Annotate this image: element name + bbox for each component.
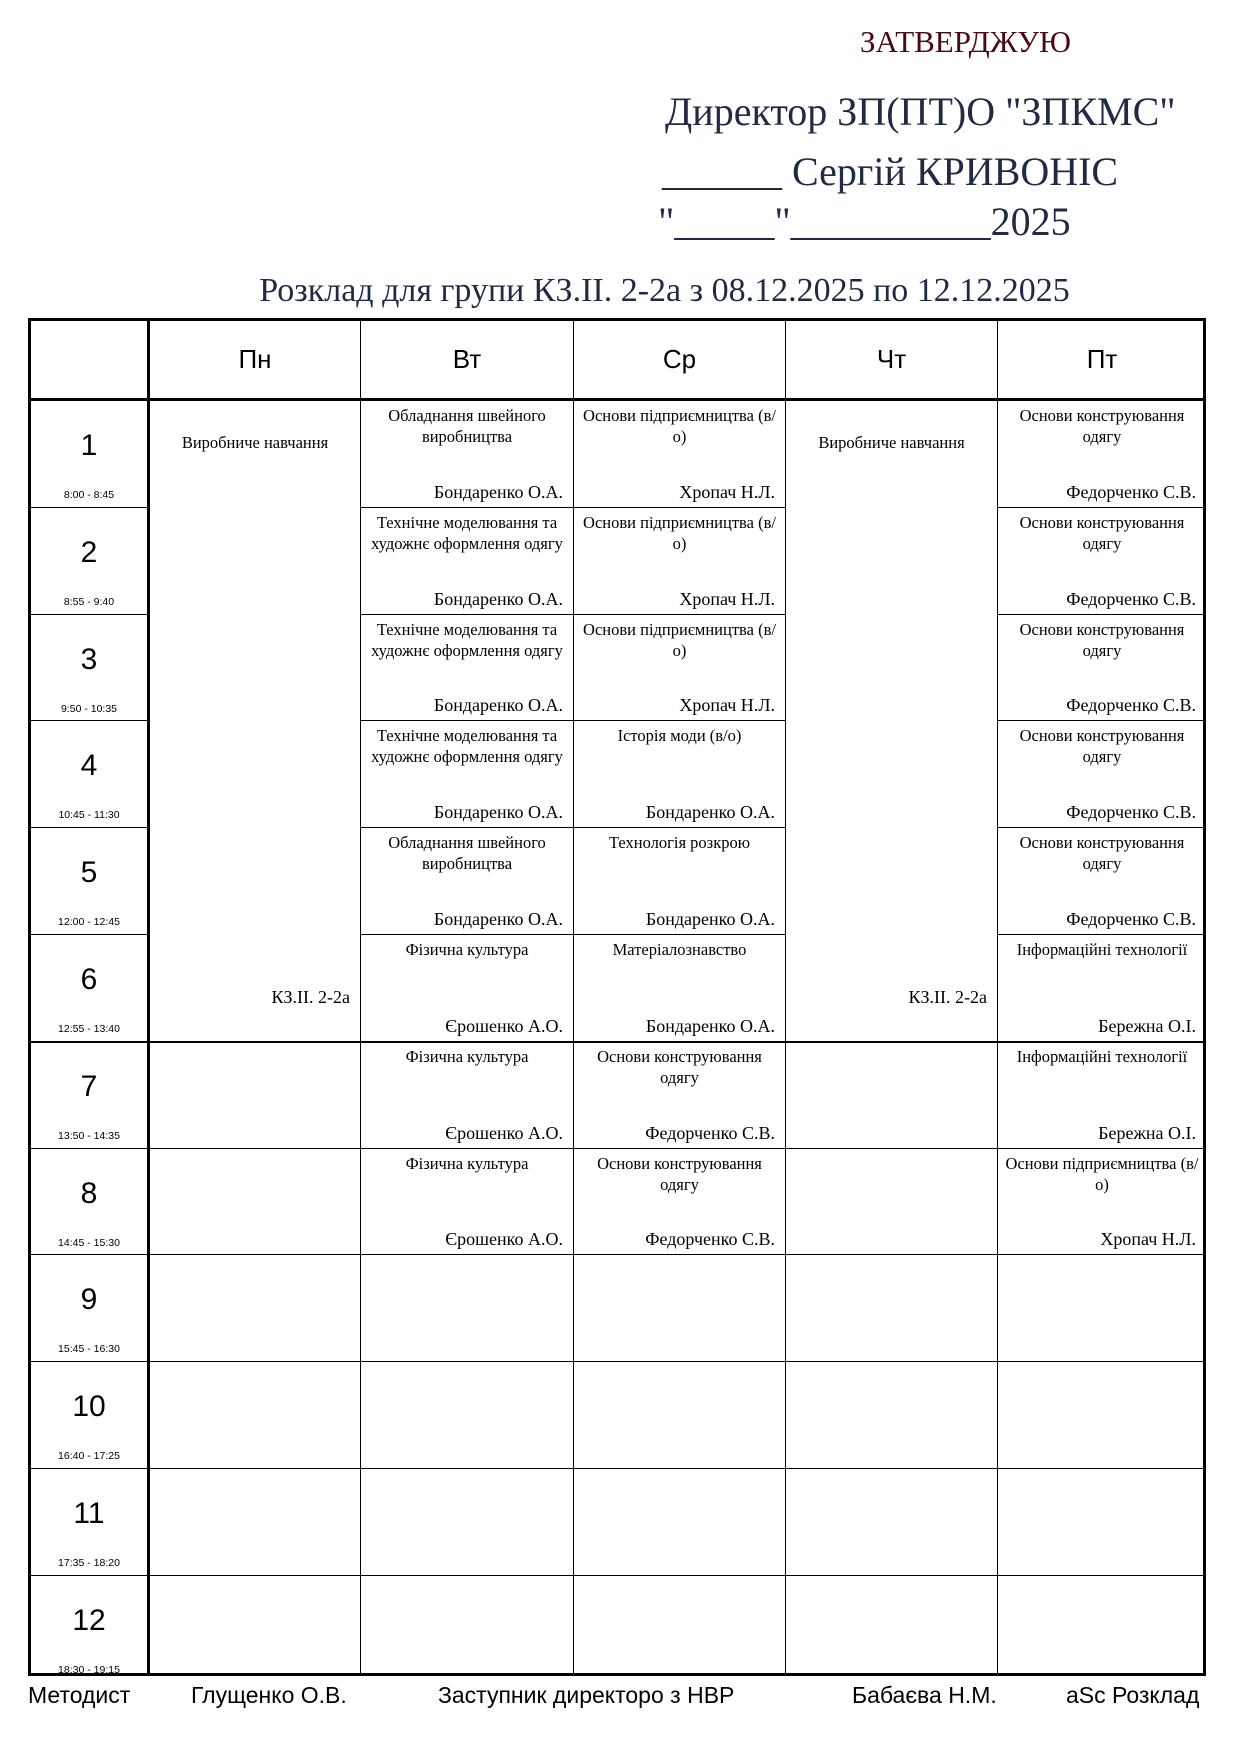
lesson-teacher: Федорченко С.В. — [1066, 481, 1196, 502]
period-time: 13:50 - 14:35 — [58, 1129, 120, 1142]
footer-deputy-label: Заступник директоро з НВР — [438, 1682, 735, 1708]
lesson-cell-fri — [998, 401, 1206, 508]
lesson-teacher: Федорченко С.В. — [645, 1122, 775, 1143]
lesson-subject: Технічне моделювання та художнє оформлення одягу — [371, 619, 563, 660]
lesson-teacher: Федорченко С.В. — [1066, 908, 1196, 929]
period-number: 5 — [80, 856, 98, 890]
grid-line — [31, 827, 147, 828]
director-title: Директор ЗП(ПТ)О "ЗПКМС" — [665, 89, 1176, 134]
lesson-subject: Матеріалознавство — [612, 940, 747, 959]
lesson-teacher: Федорченко С.В. — [1066, 588, 1196, 609]
lesson-subject: Основи конструювання одягу — [1019, 406, 1185, 446]
period-time: 12:00 - 12:45 — [58, 916, 120, 929]
footer-software: aSc Розклад — [1066, 1682, 1200, 1708]
lesson-subject: Основи конструювання одягу — [1019, 619, 1185, 660]
lesson-subject: Основи конструювання одягу — [1019, 512, 1185, 553]
period-time: 15:45 - 16:30 — [58, 1343, 120, 1356]
lesson-teacher: Федорченко С.В. — [645, 1229, 775, 1250]
period-number: 12 — [72, 1603, 106, 1637]
footer-methodist-name: Глущенко О.В. — [191, 1682, 347, 1708]
practice-block-thu — [786, 401, 997, 1038]
period-time: 17:35 - 18:20 — [58, 1557, 120, 1569]
day-header-fri: Пт — [1086, 344, 1118, 374]
lesson-subject: Обладнання швейного виробництва — [388, 406, 546, 446]
practice-subject: Виробниче навчання — [181, 433, 329, 452]
grid-line — [31, 1575, 1203, 1576]
lesson-teacher: Хропач Н.Л. — [679, 588, 775, 609]
period-number: 4 — [80, 749, 98, 783]
lesson-subject: Основи підприємництва (в/о) — [583, 619, 776, 660]
lesson-cell-tue — [361, 721, 573, 828]
lesson-teacher: Федорченко С.В. — [1066, 802, 1196, 823]
period-time: 8:00 - 8:45 — [63, 489, 115, 501]
lesson-subject: Основи підприємництва (в/о) — [583, 512, 776, 553]
grid-line — [31, 934, 147, 935]
practice-subject: Виробниче навчання — [818, 433, 965, 452]
lesson-subject: Основи підприємництва (в/о) — [1005, 1153, 1199, 1194]
lesson-teacher: Бондаренко О.А. — [433, 802, 563, 823]
grid-line — [31, 507, 147, 508]
signature-line: ______ Сергій КРИВОНІС — [662, 149, 1119, 194]
day-header-tue: Вт — [452, 344, 482, 374]
grid-line — [31, 614, 147, 615]
period-time: 16:40 - 17:25 — [58, 1450, 120, 1463]
lesson-cell-tue — [361, 1042, 573, 1149]
lesson-subject: Технічне моделювання та художнє оформлення одягу — [371, 512, 563, 553]
lesson-cell-wed — [574, 508, 785, 615]
lesson-subject: Фізична культура — [405, 1153, 529, 1173]
lesson-cell-tue — [361, 401, 573, 508]
lesson-teacher: Єрошенко А.О. — [445, 1015, 563, 1036]
lesson-cell-wed — [574, 935, 785, 1042]
lesson-teacher: Бондаренко О.А. — [645, 1015, 775, 1036]
footer-methodist-label: Методист — [28, 1682, 131, 1708]
lesson-cell-wed — [574, 828, 785, 935]
approve-label: ЗАТВЕРДЖУЮ — [860, 24, 1071, 59]
lesson-teacher: Федорченко С.В. — [1066, 695, 1196, 716]
period-time: 12:55 - 13:40 — [58, 1023, 120, 1035]
lesson-teacher: Хропач Н.Л. — [679, 481, 775, 502]
period-time: 10:45 - 11:30 — [58, 809, 120, 822]
lesson-subject: Технологія розкрою — [608, 833, 751, 853]
period-number: 3 — [80, 642, 98, 676]
lesson-cell-tue — [361, 1149, 573, 1256]
lesson-cell-wed — [574, 615, 785, 722]
period-number: 8 — [80, 1176, 98, 1210]
lesson-subject: Історія моди (в/о) — [617, 726, 742, 746]
lesson-teacher: Бондаренко О.А. — [645, 908, 775, 929]
lesson-cell-tue — [361, 828, 573, 935]
lesson-teacher: Бондаренко О.А. — [433, 695, 563, 716]
period-time: 14:45 - 15:30 — [58, 1236, 120, 1249]
lesson-subject: Інформаційні технології — [1016, 940, 1188, 959]
period-time: 8:55 - 9:40 — [63, 595, 115, 608]
date-line: "_____"__________2025 — [658, 199, 1071, 244]
day-header-mon: Пн — [238, 344, 272, 374]
lesson-teacher: Хропач Н.Л. — [1100, 1229, 1196, 1250]
practice-group: КЗ.ІІ. 2-2а — [908, 987, 987, 1007]
lesson-subject: Основи конструювання одягу — [597, 1046, 762, 1087]
lesson-cell-fri — [998, 935, 1206, 1042]
grid-line — [31, 720, 147, 721]
period-number: 7 — [80, 1069, 98, 1103]
grid-line — [31, 1361, 1203, 1362]
period-number: 10 — [72, 1390, 106, 1424]
schedule-title: Розклад для групи КЗ.ІІ. 2-2а з 08.12.2025 по 12.12.2025 — [259, 272, 1070, 309]
period-number: 9 — [80, 1283, 98, 1317]
period-time: 9:50 - 10:35 — [60, 702, 118, 715]
lesson-subject: Основи підприємництва (в/о) — [583, 406, 776, 446]
practice-group: КЗ.ІІ. 2-2а — [271, 987, 350, 1007]
lesson-teacher: Єрошенко А.О. — [445, 1122, 563, 1143]
lesson-cell-fri — [998, 828, 1206, 935]
lesson-cell-tue — [361, 935, 573, 1042]
lesson-subject: Основи конструювання одягу — [1019, 833, 1185, 874]
lesson-cell-tue — [361, 615, 573, 722]
period-time: 18:30 - 19:15 — [58, 1663, 120, 1676]
lesson-teacher: Бережна О.І. — [1098, 1015, 1196, 1036]
lesson-cell-fri — [998, 1149, 1206, 1256]
lesson-teacher: Бондаренко О.А. — [433, 588, 563, 609]
lesson-teacher: Бондаренко О.А. — [433, 481, 563, 502]
schedule-grid — [28, 318, 1206, 1676]
period-number: 11 — [73, 1497, 105, 1530]
lesson-subject: Фізична культура — [405, 940, 529, 959]
grid-line — [31, 1468, 1203, 1469]
lesson-subject: Технічне моделювання та художнє оформлення одягу — [371, 726, 563, 767]
period-number: 1 — [80, 429, 98, 462]
day-header-thu: Чт — [876, 344, 907, 374]
lesson-cell-wed — [574, 1042, 785, 1149]
lesson-subject: Основи конструювання одягу — [1019, 726, 1185, 767]
period-number: 6 — [80, 963, 98, 996]
footer-deputy-name: Бабаєва Н.М. — [852, 1682, 997, 1708]
period-number: 2 — [80, 535, 98, 569]
lesson-teacher: Бондаренко О.А. — [645, 802, 775, 823]
lesson-teacher: Єрошенко А.О. — [445, 1229, 563, 1250]
lesson-cell-wed — [574, 401, 785, 508]
day-header-wed: Ср — [662, 344, 697, 374]
lesson-subject: Фізична культура — [405, 1046, 529, 1066]
lesson-teacher: Хропач Н.Л. — [679, 695, 775, 716]
lesson-teacher: Бондаренко О.А. — [433, 908, 563, 929]
lesson-subject: Основи конструювання одягу — [597, 1153, 762, 1194]
lesson-cell-tue — [361, 508, 573, 615]
lesson-cell-wed — [574, 1149, 785, 1256]
lesson-subject: Обладнання швейного виробництва — [388, 833, 546, 874]
lesson-cell-fri — [998, 1042, 1206, 1149]
practice-block-mon — [150, 401, 360, 1038]
lesson-cell-wed — [574, 721, 785, 828]
lesson-subject: Інформаційні технології — [1016, 1046, 1188, 1066]
lesson-cell-fri — [998, 508, 1206, 615]
lesson-teacher: Бережна О.І. — [1098, 1122, 1196, 1143]
lesson-cell-fri — [998, 721, 1206, 828]
lesson-cell-fri — [998, 615, 1206, 722]
